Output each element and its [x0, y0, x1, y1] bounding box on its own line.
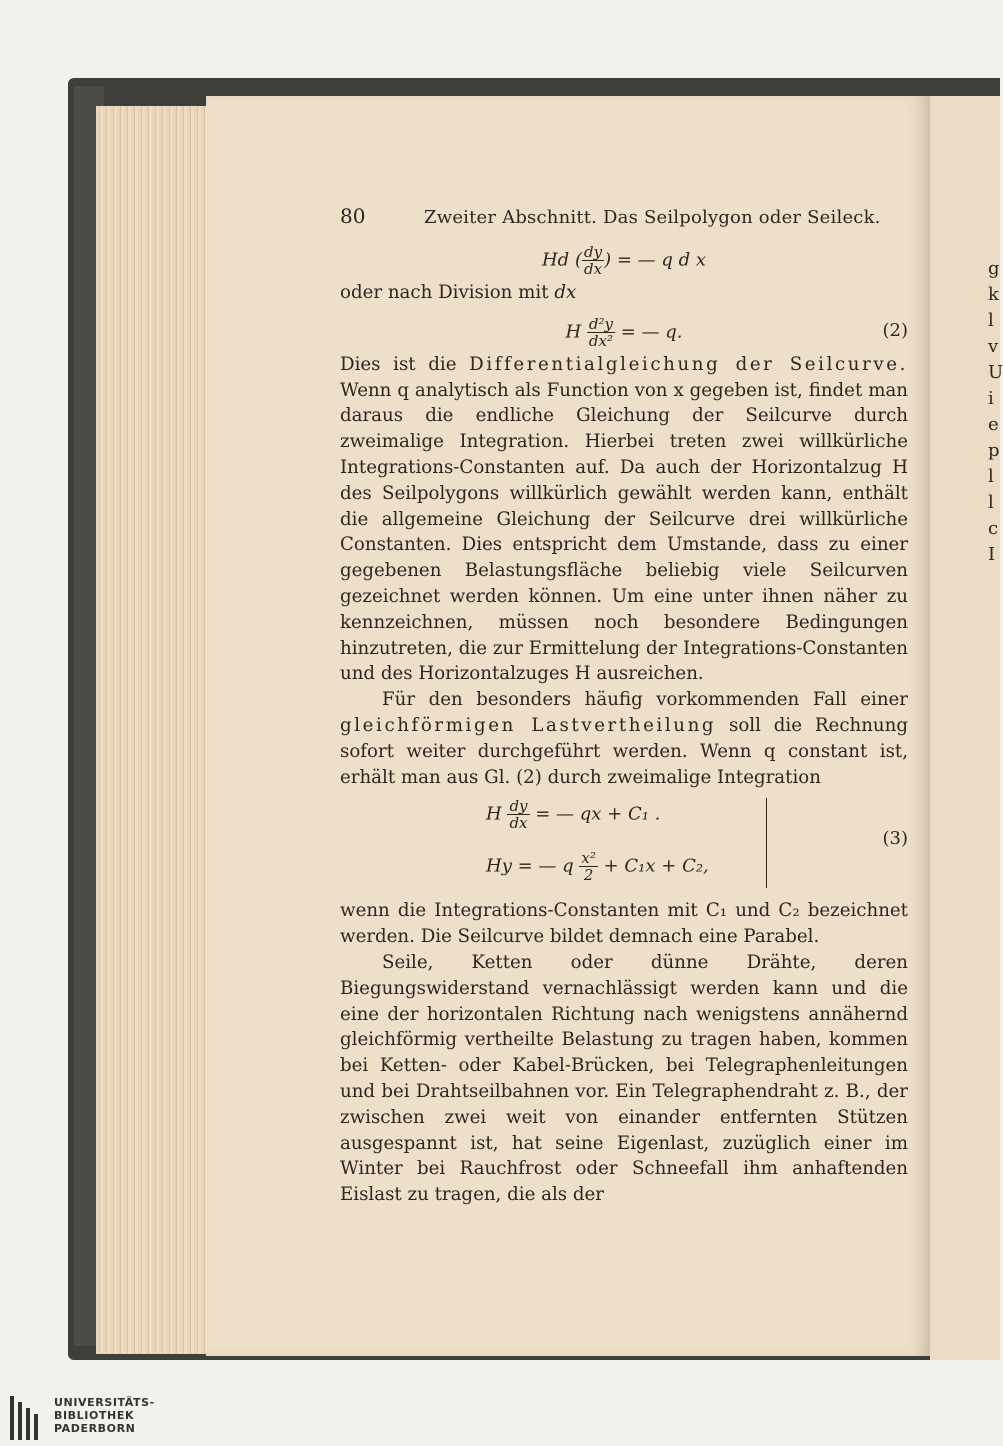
page-stack — [96, 106, 216, 1354]
paragraph-differential: Dies ist die Differentialgleichung der Seilcurve. Wenn q analytisch als Function von x gegeben ist, findet man daraus die endliche Gleichung der Seilcurve durch zweimalige Integration. Hierbei treten zwei willkürliche Integrations-Constanten auf. Da auch der Horizontalzug H des Seilpolygons willkürlich gewählt werden kann, enthält die allgemeine Gleichung der Seilcurve drei willkürliche Constanten. Dies entspricht dem Umstande, dass zu einer gegebenen Belastungsfläche beliebig viele Seilcurven gezeichnet werden können. Um eine unter ihnen näher zu kennzeichnen, müssen noch besondere Bedingungen hinzutreten, die zur Ermittelung der Integrations-Constanten und des Horizontalzuges H ausreichen. — [340, 353, 909, 685]
fraction: $\frac{dy}{dx}$ — [583, 243, 603, 278]
equation-system-3 — [340, 790, 908, 898]
logo-mark-icon — [10, 1396, 48, 1440]
logo-text: UNIVERSITÄTS- BIBLIOTHEK PADERBORN — [54, 1396, 155, 1435]
paragraph-division: oder nach Division mit dx — [340, 282, 577, 303]
running-title: Zweiter Abschnitt. Das Seilpolygon oder Seileck. — [424, 207, 881, 228]
page-content — [340, 204, 908, 1208]
paragraph-seile: Seile, Ketten oder dünne Drähte, deren Biegungswiderstand vernachlässigt werden kann und die eine der horizontalen Richtung nach wenigstens annähernd gleichförmig vertheilte Belastung zu tragen haben, kommen bei Ketten- oder Kabel-Brücken, bei Telegraphenleitungen und bei Drahtseilbahnen vor. Ein Telegraphendraht z. B., der zwischen zwei weit von einander entfernten Stützen ausgespannt ist, hat seine Eigenlast, zuzüglich einer im Winter bei Rauchfrost oder Schneefall ihm anhaftenden Eislast zu tragen, die als der — [340, 951, 908, 1206]
paragraph-parabel: wenn die Integrations-Constanten mit C₁ und C₂ bezeichnet werden. Die Seilcurve bildet demnach eine Parabel. — [340, 900, 908, 948]
equation-number: (2) — [882, 319, 908, 341]
fraction: $\frac{\text{d²y}}{\text{dx²}}$ — [588, 314, 613, 350]
equation-3a: H $\frac{dy}{dx}$ = — qx + C₁ . — [486, 797, 661, 833]
page-number: 80 — [340, 204, 366, 228]
equation-3b: Hy = — q $\frac{\text{x²}}{2}$ + C₁x + C₂, — [486, 849, 709, 885]
running-header — [340, 204, 908, 234]
equation-number: (3) — [882, 828, 908, 850]
paragraph-uniform-load: Für den besonders häufig vorkommenden Fall einer gleichförmigen Lastvertheilung soll die Rechnung sofort weiter durchgeführt werden. Wenn q constant ist, erhält man aus Gl. (2) durch zweimalige Integration — [340, 689, 908, 788]
equation-first: Hd ( $\frac{dy}{dx}$ ) = — q d x — [541, 243, 706, 278]
equation-2: H $\frac{\text{d²y}}{\text{dx²}}$ = — q. (2) — [565, 314, 908, 350]
facing-page-text: g k l v U i e p l l c I — [988, 258, 1003, 565]
equation-brace — [758, 798, 767, 888]
